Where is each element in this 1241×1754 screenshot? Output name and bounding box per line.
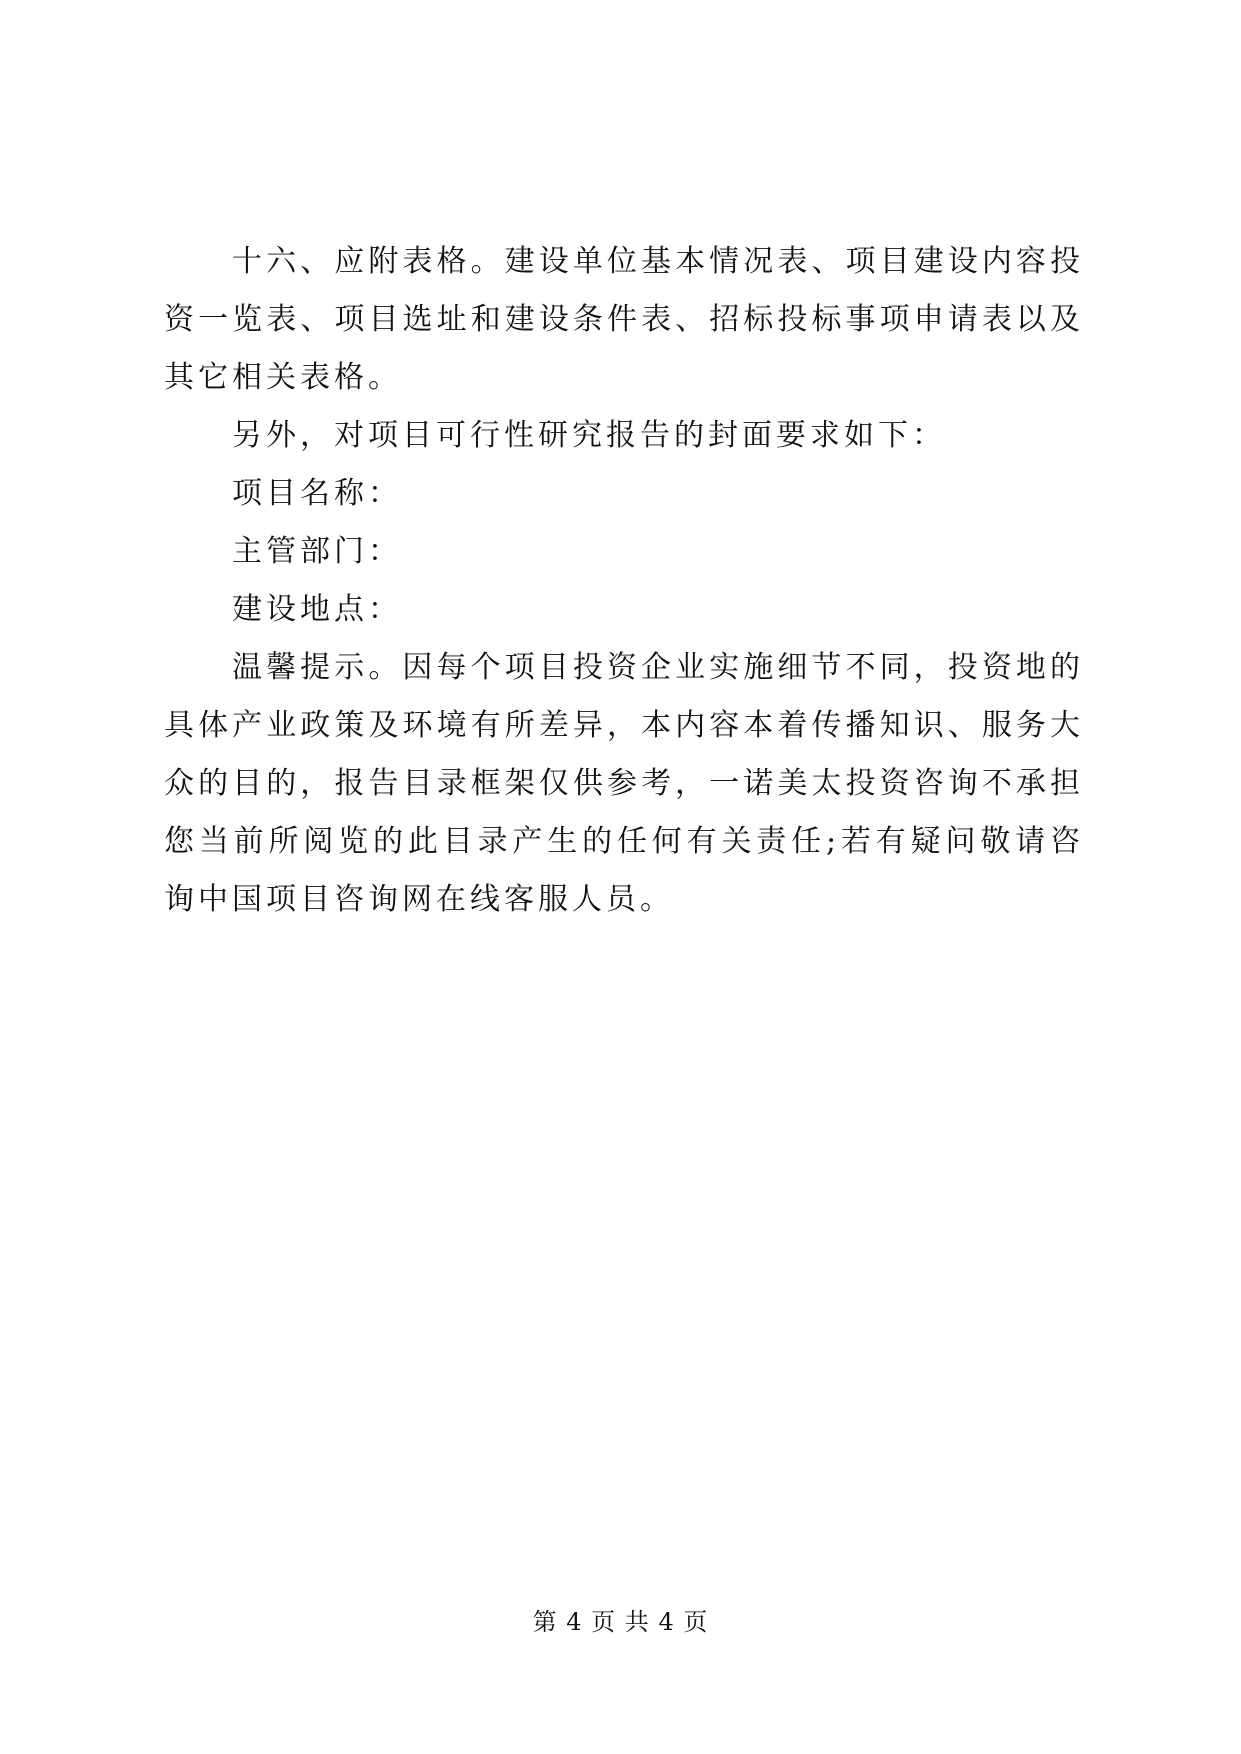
page-number-footer: 第 4 页 共 4 页: [532, 1608, 709, 1636]
paragraph-construction-site: 建设地点：: [232, 592, 402, 627]
paragraph-project-name: 项目名称：: [232, 476, 402, 511]
document-body: [164, 233, 1084, 929]
paragraph-cover-requirements: 另外，对项目可行性研究报告的封面要求如下：: [232, 418, 946, 453]
paragraph-kind-reminder: 温馨提示。因每个项目投资企业实施细节不同，投资地的具体产业政策及环境有所差异，本内容本着传播知识、服务大众的目的，报告目录框架仅供参考，一诺美太投资咨询不承担您当前所阅览的此目录产生的任何有关责任;若有疑问敬请咨询中国项目咨询网在线客服人员。: [164, 650, 1084, 917]
paragraph-competent-department: 主管部门：: [232, 534, 402, 569]
paragraph-attached-tables: 十六、应附表格。建设单位基本情况表、项目建设内容投资一览表、项目选址和建设条件表、招标投标事项申请表以及其它相关表格。: [164, 244, 1084, 395]
